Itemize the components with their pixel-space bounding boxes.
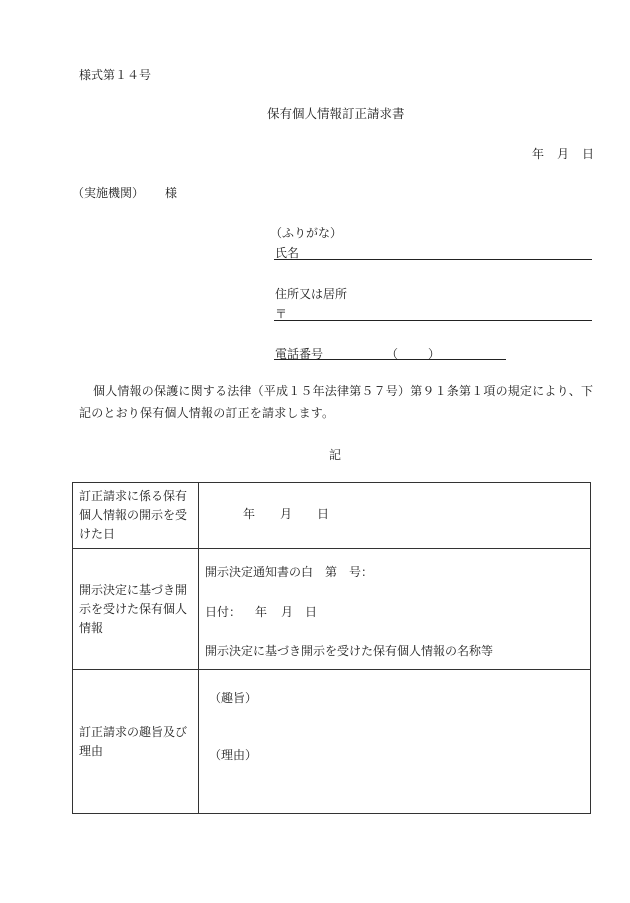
recipient-org: （実施機関） bbox=[72, 186, 145, 200]
row-label-disclosure-date bbox=[73, 483, 199, 549]
date-day: 日 bbox=[582, 147, 595, 161]
phone-label: 電話番号 bbox=[275, 347, 324, 361]
label-line: 情報 bbox=[79, 620, 104, 635]
disclosure-year: 年 bbox=[243, 507, 256, 521]
notice-date-label: 日付： bbox=[205, 605, 242, 619]
row-label-purpose-reason bbox=[73, 670, 199, 814]
phone-paren-open: （ bbox=[386, 347, 399, 361]
date-year: 年 bbox=[532, 147, 545, 161]
label-line: けた日 bbox=[79, 527, 116, 541]
notice-year: 年 bbox=[255, 605, 268, 619]
name-label: 氏名 bbox=[275, 246, 300, 260]
phone-field[interactable] bbox=[274, 359, 506, 360]
furigana-label: （ふりがな） bbox=[270, 226, 343, 240]
name-field[interactable] bbox=[274, 259, 592, 260]
label-line: 個人情報の開示を受 bbox=[79, 508, 188, 522]
row-label-disclosed-info bbox=[73, 549, 199, 670]
page-title: 保有個人情報訂正請求書 bbox=[267, 106, 405, 121]
request-paragraph bbox=[79, 380, 599, 424]
ki-heading: 記 bbox=[329, 448, 342, 462]
disclosed-info-field[interactable] bbox=[199, 549, 591, 670]
table-row bbox=[73, 483, 591, 549]
paragraph-line-1: 個人情報の保護に関する法律（平成１５年法律第５７号）第９１条第１項の規定により、下 bbox=[93, 384, 594, 398]
paragraph-line-2: 記のとおり保有個人情報の訂正を請求します。 bbox=[79, 406, 335, 420]
phone-paren-close: ） bbox=[428, 347, 441, 361]
label-line: 訂正請求に係る保有 bbox=[79, 489, 188, 503]
address-field[interactable] bbox=[274, 320, 592, 321]
postal-mark: 〒 bbox=[275, 307, 288, 321]
notice-month: 月 bbox=[281, 605, 294, 619]
info-name-label: 開示決定に基づき開示を受けた保有個人情報の名称等 bbox=[205, 644, 494, 658]
label-line: 理由 bbox=[79, 743, 104, 758]
form-number: 様式第１４号 bbox=[79, 68, 152, 82]
table-row bbox=[73, 670, 591, 814]
request-table bbox=[72, 482, 591, 814]
label-line: 開示決定に基づき開 bbox=[79, 582, 188, 597]
label-line: 訂正請求の趣旨及び bbox=[79, 724, 188, 739]
notice-number-label: 開示決定通知書の白 第 号： bbox=[205, 565, 374, 579]
recipient-honorific: 様 bbox=[165, 186, 178, 200]
purpose-reason-field[interactable] bbox=[199, 670, 591, 814]
address-label: 住所又は居所 bbox=[275, 287, 348, 301]
disclosure-day: 日 bbox=[317, 507, 330, 521]
label-line: 示を受けた保有個人 bbox=[79, 601, 188, 616]
table-row bbox=[73, 549, 591, 670]
disclosure-date-field[interactable] bbox=[199, 483, 591, 549]
date-month: 月 bbox=[557, 147, 570, 161]
notice-day: 日 bbox=[305, 605, 318, 619]
purpose-label: （趣旨） bbox=[209, 691, 258, 705]
reason-label: （理由） bbox=[209, 748, 258, 762]
disclosure-month: 月 bbox=[280, 507, 293, 521]
